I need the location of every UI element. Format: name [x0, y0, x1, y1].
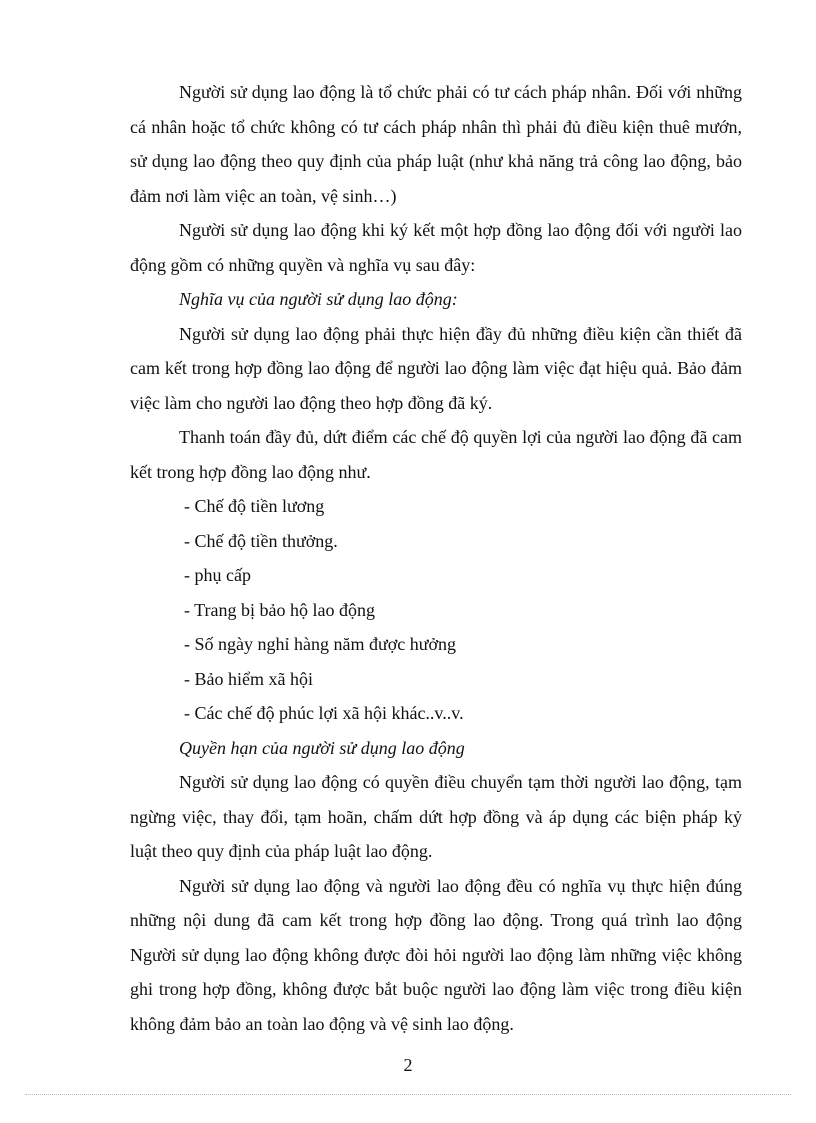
paragraph-employer-legal-status: Người sử dụng lao động là tổ chức phải có tư cách pháp nhân. Đối với những cá nhân hoặc tổ chức không có tư cách pháp nhân thì phải đủ điều kiện thuê mướn, sử dụng lao động theo quy định của pháp luật (như khả năng trả công lao động, bảo đảm nơi làm việc an toàn, vệ sinh…)	[130, 82, 742, 206]
paragraph-fulfill-conditions: Người sử dụng lao động phải thực hiện đầy đủ những điều kiện cần thiết đã cam kết trong hợp đồng lao động để người lao động làm việc đạt hiệu quả. Bảo đảm việc làm cho người lao động theo hợp đồng đã ký.	[130, 323, 742, 413]
benefit-list-item: - phụ cấp	[184, 565, 251, 585]
document-page	[130, 75, 742, 1041]
page-number: 2	[403, 1055, 413, 1075]
paragraph-full-payment: Thanh toán đầy đủ, dứt điểm các chế độ quyền lợi của người lao động đã cam kết trong hợp đồng lao động như.	[130, 427, 742, 482]
heading-employer-rights: Quyền hạn của người sử dụng lao động	[179, 737, 465, 758]
benefit-list-item: - Số ngày nghỉ hàng năm được hưởng	[184, 634, 457, 654]
benefit-list-item: - Chế độ tiền thưởng.	[184, 530, 338, 551]
benefit-list-item: - Chế độ tiền lương	[184, 496, 325, 516]
footer-divider	[25, 1094, 791, 1095]
benefit-list-item: - Bảo hiểm xã hội	[184, 668, 313, 689]
paragraph-mutual-obligations: Người sử dụng lao động và người lao động đều có nghĩa vụ thực hiện đúng những nội dung đã cam kết trong hợp đồng lao động. Trong quá trình lao động Người sử dụng lao động không được đòi hỏi người lao động làm những việc không ghi trong hợp đồng, không được bắt buộc người lao động làm việc trong điều kiện không đảm bảo an toàn lao động và vệ sinh lao động.	[130, 875, 742, 1034]
paragraph-employer-transfer-rights: Người sử dụng lao động có quyền điều chuyển tạm thời người lao động, tạm ngừng việc, thay đổi, tạm hoãn, chấm dứt hợp đồng và áp dụng các biện pháp kỷ luật theo quy định của pháp luật lao động.	[130, 772, 742, 861]
heading-employer-obligations: Nghĩa vụ của người sử dụng lao động:	[179, 289, 458, 309]
benefit-list-item: - Trang bị bảo hộ lao động	[184, 599, 375, 620]
benefit-list-item: - Các chế độ phúc lợi xã hội khác..v..v.	[184, 703, 464, 723]
paragraph-rights-and-obligations-intro: Người sử dụng lao động khi ký kết một hợp đồng lao động đối với người lao động gồm có những quyền và nghĩa vụ sau đây:	[130, 220, 742, 275]
